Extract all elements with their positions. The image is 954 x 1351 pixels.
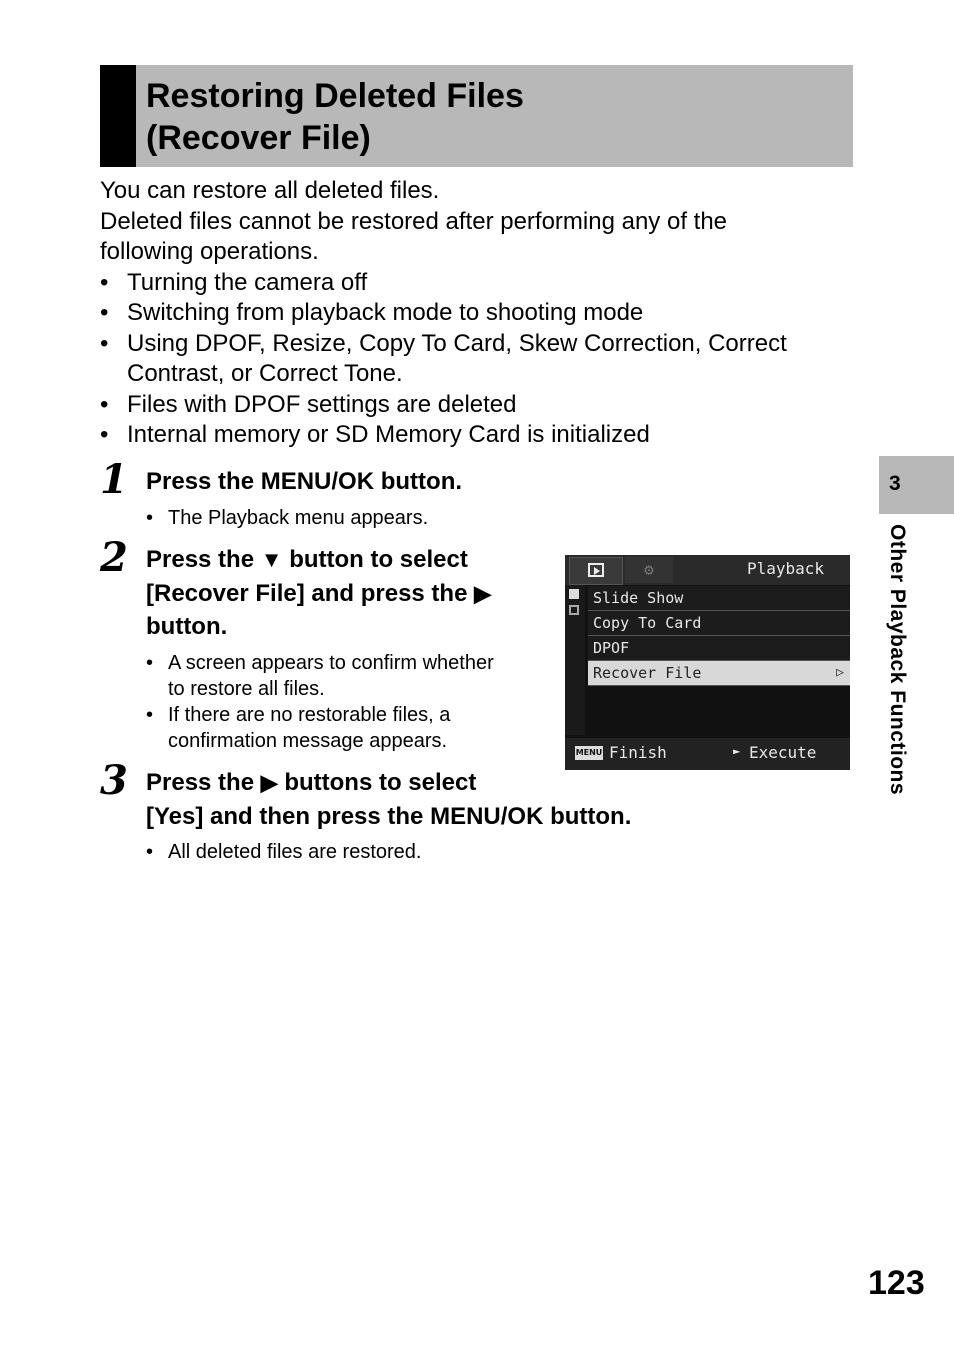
bullet-icon: • (100, 268, 109, 296)
bullet-icon: • (100, 421, 109, 448)
camera-playback-menu-screenshot (565, 555, 850, 770)
intro-line: Deleted files cannot be restored after performing any of the (100, 207, 728, 235)
execute-arrow-icon: ► (733, 744, 741, 758)
page-title (146, 75, 524, 159)
step-number-1: 1 (100, 456, 128, 503)
bullet-icon: • (146, 841, 154, 863)
chapter-tab (879, 456, 954, 514)
chapter-label: Other Playback Functions (886, 524, 909, 796)
step-number-3: 3 (100, 757, 128, 804)
right-arrow-icon: ▶ (474, 580, 492, 606)
menu-button-icon: MENU (575, 746, 603, 760)
page-number: 123 (868, 1264, 925, 1302)
bullet-icon: • (100, 299, 109, 326)
down-arrow-icon: ▼ (260, 547, 283, 572)
camera-menu-header (565, 555, 850, 585)
setup-icon: ⚙ (644, 560, 654, 579)
finish-label: Finish (609, 743, 667, 762)
step-3-heading: Press the ▶ buttons to select [Yes] and then press the MENU/OK button. (146, 769, 632, 830)
page-indicator-icon (569, 589, 579, 599)
bullet-icon: • (146, 704, 154, 726)
right-arrow-icon: ▶ (260, 770, 278, 795)
camera-menu-item: Slide Show (588, 586, 850, 611)
step-number-2: 2 (100, 534, 128, 581)
intro-line: following operations. (100, 238, 319, 265)
step-1-heading: Press the MENU/OK button. (146, 468, 463, 495)
chapter-number: 3 (889, 472, 901, 495)
playback-tab (569, 557, 623, 585)
setup-tab (625, 557, 673, 583)
list-item: • Files with DPOF settings are deleted (100, 390, 860, 421)
submenu-arrow-icon: ▷ (836, 665, 844, 680)
bullet-icon: • (146, 507, 154, 529)
list-item: • A screen appears to confirm whether to restore all files. (146, 652, 494, 700)
intro-line: You can restore all deleted files. (100, 177, 440, 204)
step-2-notes (146, 650, 494, 754)
playback-icon (588, 563, 604, 577)
bullet-icon: • (100, 329, 109, 357)
camera-menu-sidebar (565, 585, 585, 735)
list-item: • Internal memory or SD Memory Card is initialized (100, 420, 860, 451)
list-item: • All deleted files are restored. (146, 841, 422, 863)
camera-menu-item: Copy To Card (588, 611, 850, 636)
section-title-band (100, 65, 853, 167)
camera-menu-item: DPOF (588, 636, 850, 661)
bullet-icon: • (100, 390, 109, 418)
list-item: • If there are no restorable files, a confirmation message appears. (146, 704, 451, 752)
title-line-2: (Recover File) (146, 119, 371, 157)
title-line-1: Restoring Deleted Files (146, 77, 524, 115)
camera-menu-item-selected: Recover File ▷ (588, 661, 850, 686)
camera-menu-title: Playback (746, 559, 824, 578)
execute-label: Execute (749, 743, 817, 762)
step-3-notes (146, 839, 421, 865)
list-item: • Using DPOF, Resize, Copy To Card, Skew Correction, Correct Contrast, or Correct Tone. (100, 329, 787, 387)
step-1-notes (146, 505, 428, 531)
title-accent-bar (100, 65, 136, 167)
page-indicator-icon (569, 605, 579, 615)
camera-menu-list (588, 586, 850, 686)
bullet-icon: • (146, 652, 154, 674)
list-item: • Switching from playback mode to shooting mode (100, 298, 860, 329)
list-item: • Turning the camera off (100, 268, 860, 299)
step-2-heading: Press the ▼ button to select [Recover File] and press the ▶ button. (146, 546, 492, 640)
intro-section (100, 176, 860, 451)
list-item: • The Playback menu appears. (146, 507, 429, 529)
operations-list (100, 268, 860, 451)
